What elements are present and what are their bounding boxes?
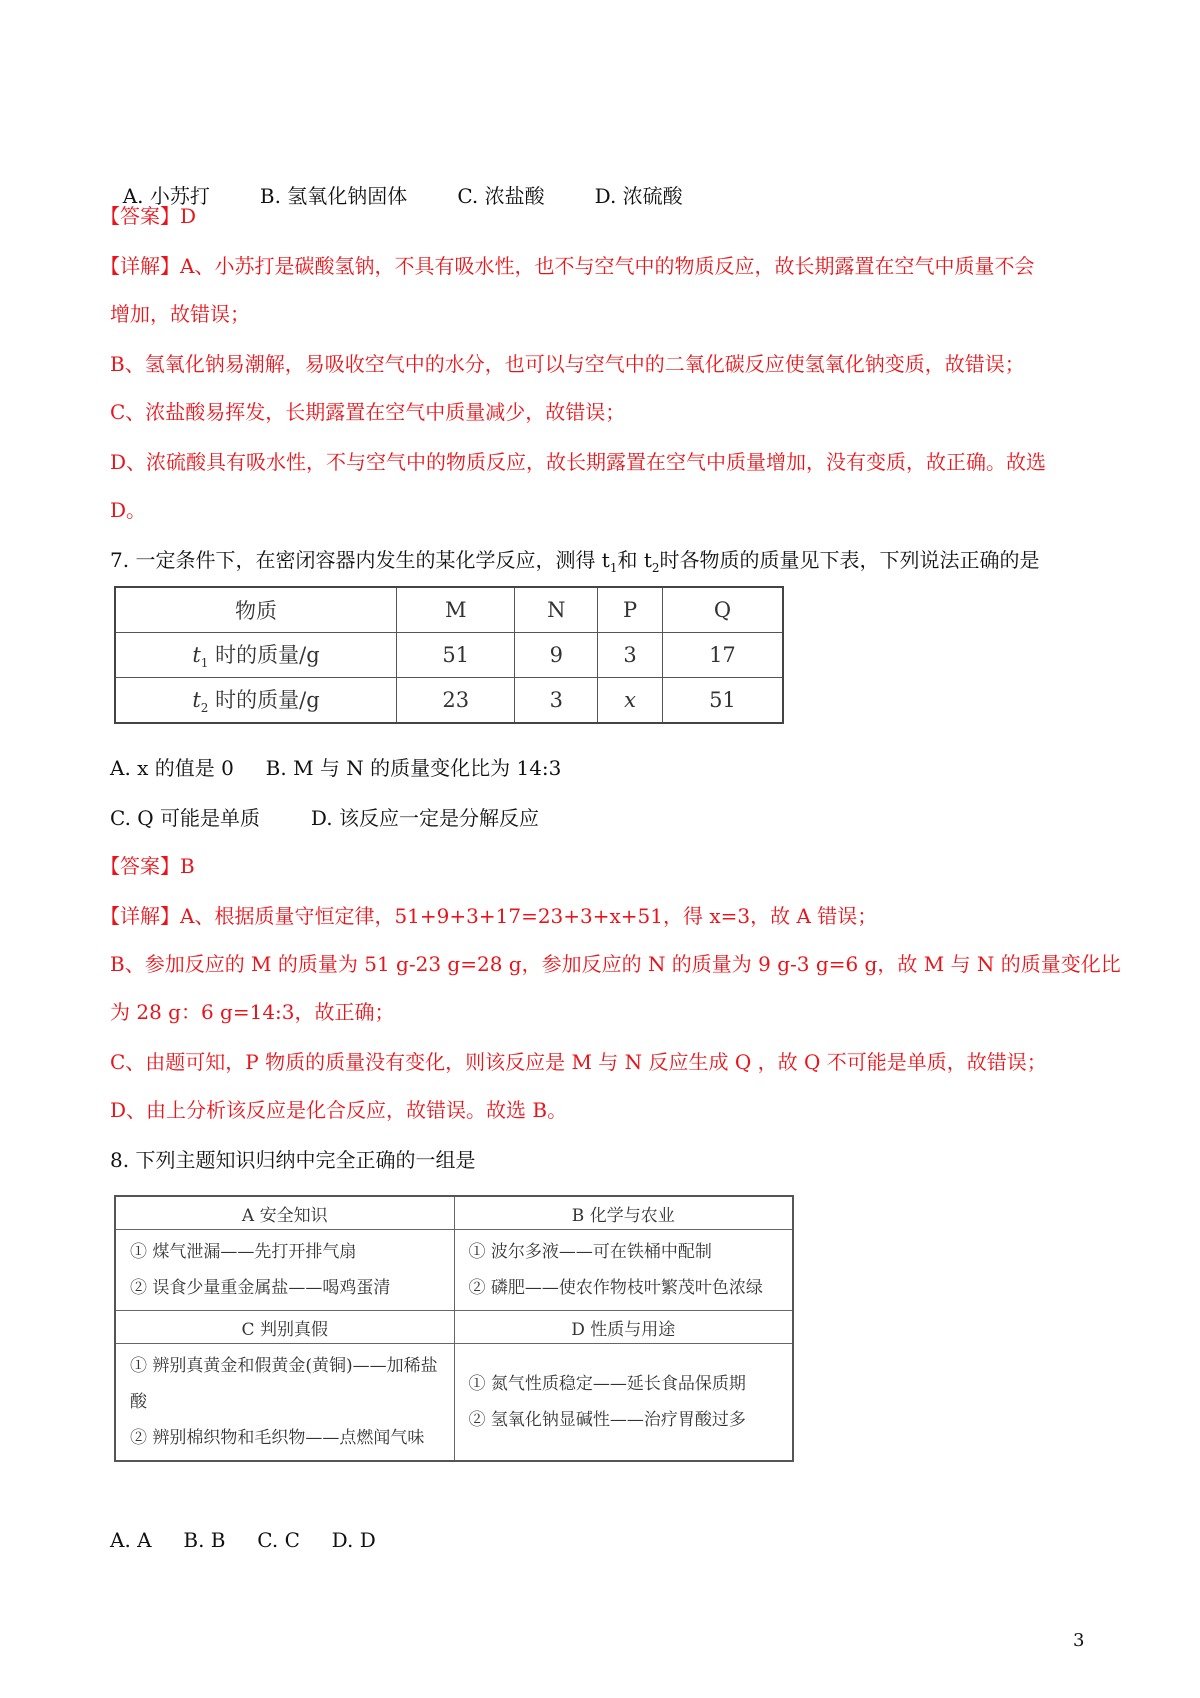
- table-cell: 3: [598, 633, 663, 678]
- q6-detail-line: B、氢氧化钠易潮解，易吸收空气中的水分，也可以与空气中的二氧化碳反应使氢氧化钠变质，故错误；: [110, 352, 1025, 376]
- q6-detail-line: 【详解】A、小苏打是碳酸氢钠，不具有吸水性，也不与空气中的物质反应，故长期露置在空气中质量不会: [100, 254, 1035, 278]
- page-number: 3: [1073, 1630, 1085, 1651]
- q7-detail-line: B、参加反应的 M 的质量为 51 g-23 g=28 g，参加反应的 N 的质量为 9 g-3 g=6 g，故 M 与 N 的质量变化比: [110, 952, 1121, 976]
- table-header-cell: B 化学与农业: [454, 1196, 793, 1230]
- q6-option-c: C. 浓盐酸: [457, 184, 545, 208]
- table-cell: 51: [662, 678, 783, 724]
- table-row: [115, 1311, 793, 1344]
- table-cell: 17: [662, 633, 783, 678]
- table-row-label: $t_2$ 时的质量/g: [115, 678, 397, 724]
- q7-detail-line: D、由上分析该反应是化合反应，故错误。故选 B。: [110, 1098, 568, 1122]
- table-row: [115, 633, 783, 678]
- table-cell: 3: [515, 678, 598, 724]
- table-row: [115, 1344, 793, 1462]
- q6-detail-line: C、浓盐酸易挥发，长期露置在空气中质量减少，故错误；: [110, 400, 626, 424]
- mass-table: [114, 586, 784, 724]
- table-cell: x: [598, 678, 663, 724]
- q7-detail-line: 为 28 g：6 g=14:3，故正确；: [110, 1000, 395, 1024]
- q6-option-b: B. 氢氧化钠固体: [259, 184, 408, 208]
- table-row-label: $t_1$ 时的质量/g: [115, 633, 397, 678]
- table-cell: ① 波尔多液——可在铁桶中配制 ② 磷肥——使农作物枝叶繁茂叶色浓绿: [454, 1230, 793, 1311]
- table-row: [115, 1230, 793, 1311]
- q6-answer: 【答案】D: [100, 204, 197, 228]
- table-header-cell: A 安全知识: [115, 1196, 454, 1230]
- table-header-cell: Q: [662, 587, 783, 633]
- table-cell: ① 氮气性质稳定——延长食品保质期 ② 氢氧化钠显碱性——治疗胃酸过多: [454, 1344, 793, 1462]
- table-cell: ① 辨别真黄金和假黄金(黄铜)——加稀盐酸 ② 辨别棉织物和毛织物——点燃闻气味: [115, 1344, 454, 1462]
- table-cell: 23: [397, 678, 515, 724]
- q7-detail-line: C、由题可知，P 物质的质量没有变化，则该反应是 M 与 N 反应生成 Q ，故 Q 不可能是单质，故错误；: [110, 1050, 1047, 1074]
- q6-detail-line: D。: [110, 498, 147, 522]
- table-cell: ① 煤气泄漏——先打开排气扇 ② 误食少量重金属盐——喝鸡蛋清: [115, 1230, 454, 1311]
- q6-detail-line: 增加，故错误；: [110, 302, 250, 326]
- table-cell: 9: [515, 633, 598, 678]
- q7-options-line: A. x 的值是 0 B. M 与 N 的质量变化比为 14:3: [110, 756, 562, 780]
- table-header-cell: M: [397, 587, 515, 633]
- q7-answer: 【答案】B: [100, 854, 195, 878]
- q6-option-a: A. 小苏打: [122, 184, 210, 208]
- table-header-cell: C 判别真假: [115, 1311, 454, 1344]
- q8-options: A. A B. B C. C D. D: [110, 1528, 376, 1552]
- table-cell: 51: [397, 633, 515, 678]
- table-row: [115, 678, 783, 724]
- q6-detail-line: D、浓硫酸具有吸水性，不与空气中的物质反应，故长期露置在空气中质量增加，没有变质，故正确。故选: [110, 450, 1047, 474]
- table-header-cell: 物质: [115, 587, 397, 633]
- table-header-cell: N: [515, 587, 598, 633]
- table-header-cell: P: [598, 587, 663, 633]
- knowledge-table: [114, 1195, 794, 1462]
- q7-detail-line: 【详解】A、根据质量守恒定律，51+9+3+17=23+3+x+51，得 x=3，故 A 错误；: [100, 904, 878, 928]
- table-header-cell: D 性质与用途: [454, 1311, 793, 1344]
- q8-question: 8. 下列主题知识归纳中完全正确的一组是: [110, 1148, 476, 1172]
- q7-question: 7. 一定条件下，在密闭容器内发生的某化学反应，测得 $t_1$和 $t_2$时各物质的质量见下表，下列说法正确的是: [110, 548, 1040, 575]
- table-row: [115, 1196, 793, 1230]
- table-row: [115, 587, 783, 633]
- q7-options-line: C. Q 可能是单质 D. 该反应一定是分解反应: [110, 806, 539, 830]
- q6-option-d: D. 浓硫酸: [594, 184, 683, 208]
